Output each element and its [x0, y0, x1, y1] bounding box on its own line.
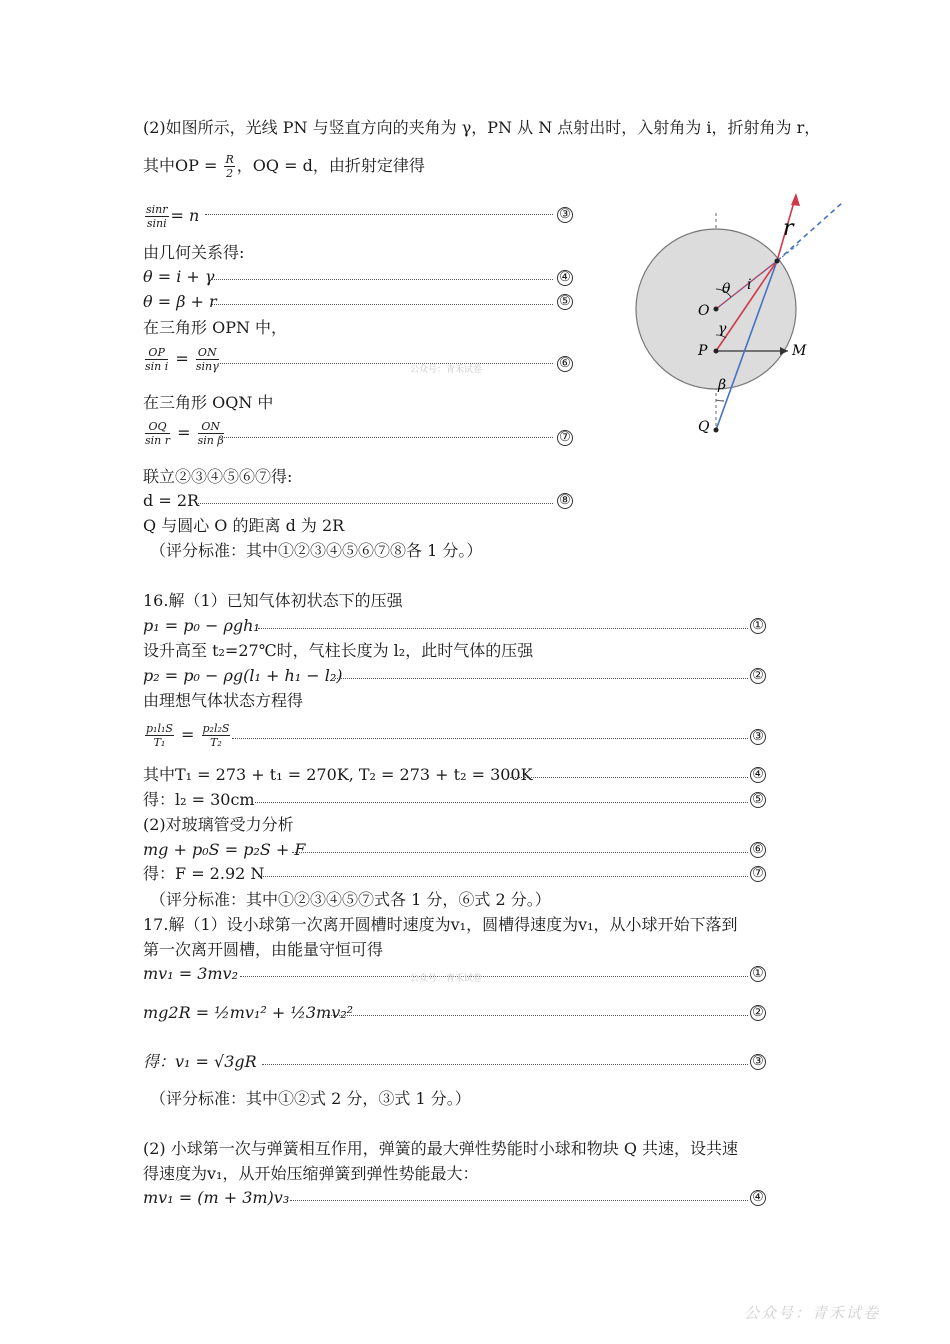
q17-eq4: mv₁ = (m + 3m)v₃	[143, 1188, 290, 1207]
eq8: d = 2R	[143, 491, 200, 510]
eq3	[143, 203, 199, 230]
q16-eq5-mark: ⑤	[750, 792, 766, 808]
q16-t2-line: 设升高至 t₂=27℃时，气柱长度为 l₂，此时气体的压强	[143, 641, 534, 660]
q16-eq3-left: $\frac{\text{p₁l₁S}}{\text{T₁}}$	[146, 722, 173, 749]
eq5-mark: ⑤	[557, 294, 573, 310]
eq8-mark: ⑧	[557, 493, 573, 509]
q16-ideal-gas: 由理想气体状态方程得	[143, 691, 304, 710]
eq7-leader	[220, 437, 553, 438]
q17-eq3: 得：v₁ = √3gR	[143, 1052, 257, 1071]
eq3-rhs: = n	[170, 206, 200, 225]
eq4-leader	[212, 279, 553, 280]
q17-part2-line1: (2) 小球第一次与弹簧相互作用，弹簧的最大弹性势能时小球和物块 Q 共速，设共速	[143, 1139, 739, 1158]
geometry-label: 由几何关系得:	[143, 243, 245, 262]
q16-eq3-leader	[232, 738, 748, 739]
label-r: r	[783, 216, 794, 241]
eq6-leader	[218, 363, 553, 364]
label-M: M	[792, 343, 807, 359]
q17-eq2-leader	[325, 1015, 748, 1016]
q16-eq4-mark: ④	[750, 767, 766, 783]
q17-eq1: mv₁ = 3mv₂	[143, 964, 239, 983]
eq7-frac-left: $\frac{OQ}{\text{sin r}}$	[145, 420, 171, 447]
eq3-mark: ③	[557, 207, 573, 223]
q17-eq2: mg2R = ½mv₁² + ½3mv₂²	[143, 1003, 354, 1022]
q16-eq3-mark: ③	[750, 729, 766, 745]
triangle-opn-label: 在三角形 OPN 中，	[143, 318, 288, 337]
q16-eq6: mg + p₀S = p₂S + F	[143, 840, 306, 859]
footer-watermark: 公众号：青禾试卷	[743, 1304, 880, 1322]
q16-eq6-leader	[292, 852, 748, 853]
q17-eq2-mark: ②	[750, 1005, 766, 1021]
combine-label: 联立②③④⑤⑥⑦得:	[143, 467, 293, 486]
q16-part2: (2)对玻璃管受力分析	[143, 815, 294, 834]
label-gamma: γ	[718, 321, 727, 337]
q16-eq5: 得：l₂ = 30cm	[143, 790, 255, 809]
eq7-frac-right: $\frac{ON}{\text{sin β}}$	[197, 420, 224, 447]
eq5: θ = β + r	[143, 292, 217, 311]
label-i: i	[747, 277, 752, 293]
eq6-frac-left: $\frac{OP}{\text{sin i}}$	[145, 346, 169, 373]
q17-score: （评分标准：其中①②式 2 分，③式 1 分。）	[150, 1089, 471, 1108]
eq7: $\frac{OQ}{\text{sin r}}$ = $\frac{ON}{\text{sin β}}$	[145, 420, 224, 447]
label-Q: Q	[698, 419, 710, 435]
q17-eq1-mark: ①	[750, 966, 766, 982]
label-P: P	[698, 343, 708, 359]
q16-eq2-leader	[335, 678, 748, 679]
q17-head1: 17.解（1）设小球第一次离开圆槽时速度为v₁，圆槽得速度为v₁，从小球开始下落到	[143, 915, 738, 934]
q16-eq7: 得：F = 2.92 N	[143, 864, 265, 883]
q16-eq6-mark: ⑥	[750, 842, 766, 858]
eq7-mark: ⑦	[557, 430, 573, 446]
eq3-leader	[205, 214, 553, 215]
eq6-mark: ⑥	[557, 356, 573, 372]
eq4: θ = i + γ	[143, 267, 215, 286]
part2-intro-line1: (2)如图所示，光线 PN 与竖直方向的夹角为 γ，PN 从 N 点射出时，入射角为 i，折射角为 r，	[143, 118, 821, 137]
q17-part2-line2: 得速度为v₁，从开始压缩弹簧到弹性势能最大：	[143, 1164, 479, 1183]
q16-eq4: 其中T₁ = 273 + t₁ = 270K, T₂ = 273 + t₂ = 300K	[143, 765, 533, 784]
q16-eq3: $\frac{\text{p₁l₁S}}{\text{T₁}}$ = $\frac{\text{p₂l₂S}}{\text{T₂}}$	[146, 722, 230, 749]
eq4-mark: ④	[557, 270, 573, 286]
op-label: 其中OP =	[143, 156, 223, 175]
q16-eq5-leader	[255, 802, 748, 803]
distance-result: Q 与圆心 O 的距离 d 为 2R	[143, 516, 345, 535]
q17-eq1-leader	[240, 976, 748, 977]
q16-eq4-leader	[510, 777, 748, 778]
eq3-fraction: $\frac{\sin r}{\sin i}$	[146, 203, 168, 230]
q16-eq2-mark: ②	[750, 668, 766, 684]
eq6-frac-right: $\frac{ON}{\sin\gamma}$	[195, 346, 219, 373]
label-O: O	[698, 303, 710, 319]
q17-head2: 第一次离开圆槽，由能量守恒可得	[143, 940, 384, 959]
q16-eq7-mark: ⑦	[750, 866, 766, 882]
watermark-small-2: 公众号：青禾试卷	[410, 974, 483, 984]
q17-eq4-leader	[290, 1200, 748, 1201]
oq-text: ，OQ = d，由折射定律得	[236, 156, 425, 175]
q16-eq1: p₁ = p₀ − ρgh₁	[143, 616, 260, 635]
q16-eq1-mark: ①	[750, 618, 766, 634]
watermark-small-1: 公众号：青禾试卷	[410, 365, 483, 375]
score-standard-1: （评分标准：其中①②③④⑤⑥⑦⑧各 1 分。）	[150, 541, 483, 560]
q16-eq2: p₂ = p₀ − ρg(l₁ + h₁ − l₂)	[143, 666, 343, 685]
op-fraction: $\frac{R}{2}$	[225, 153, 234, 180]
q16-score: （评分标准：其中①②③④⑤⑦式各 1 分，⑥式 2 分。）	[150, 890, 551, 909]
eq8-leader	[198, 503, 553, 504]
label-beta: β	[718, 377, 727, 393]
q17-eq3-leader	[262, 1064, 748, 1065]
q16-eq3-right: $\frac{\text{p₂l₂S}}{\text{T₂}}$	[202, 722, 230, 749]
q16-head: 16.解（1）已知气体初状态下的压强	[143, 591, 403, 610]
q16-eq7-leader	[258, 876, 748, 877]
q16-eq1-leader	[258, 628, 748, 629]
eq5-leader	[212, 304, 553, 305]
label-theta: θ	[722, 281, 731, 297]
part2-intro-line2	[143, 153, 425, 180]
q17-eq3-mark: ③	[750, 1054, 766, 1070]
eq6: $\frac{OP}{\text{sin i}}$ = $\frac{ON}{\sin\gamma}$	[145, 346, 219, 373]
q17-eq4-mark: ④	[750, 1190, 766, 1206]
optics-figure	[620, 185, 850, 445]
triangle-oqn-label: 在三角形 OQN 中	[143, 393, 274, 412]
